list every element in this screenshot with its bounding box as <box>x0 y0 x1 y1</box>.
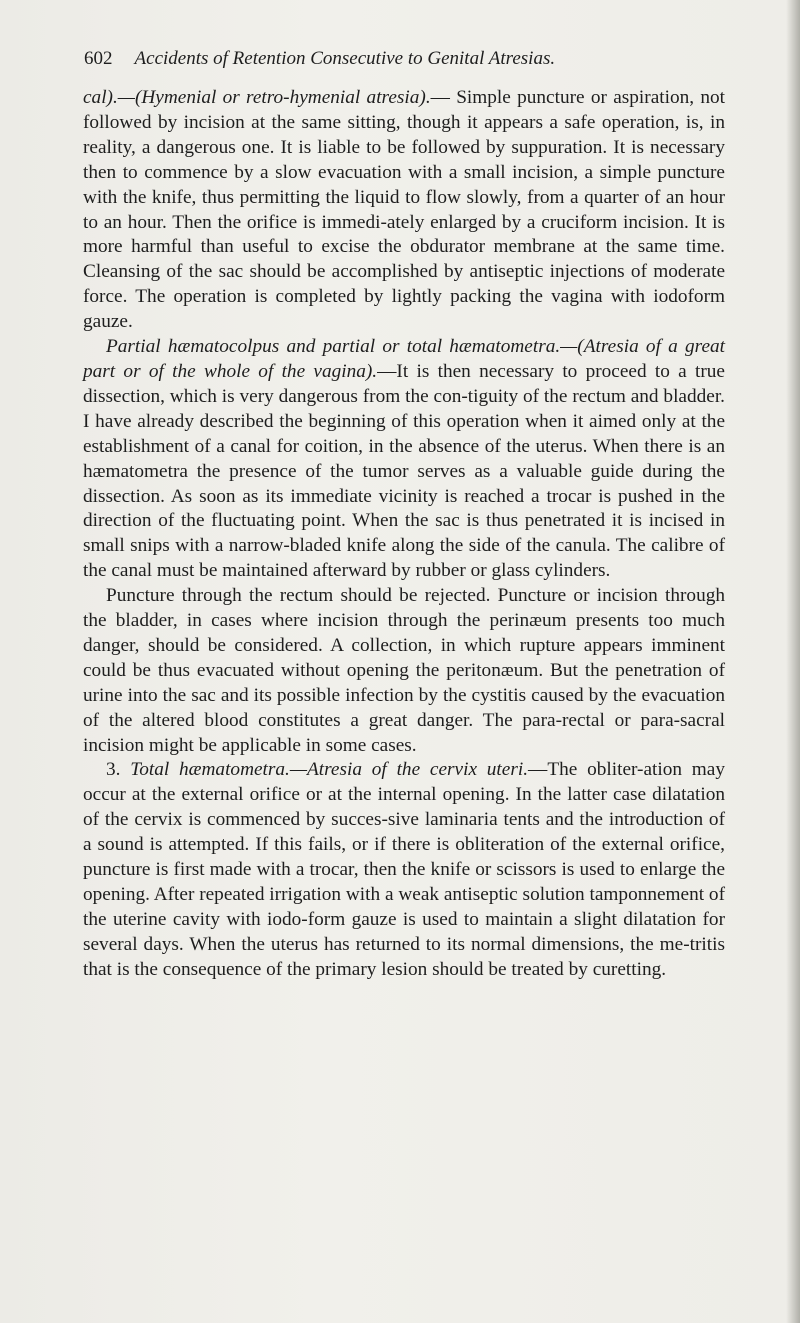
page-edge-shadow <box>786 0 800 1323</box>
paragraph-puncture-rectum <box>83 584 725 758</box>
paragraph-total-haematometra <box>83 758 725 982</box>
paragraph-text: —It is then necessary to proceed to a true dissection, which is very dangerous from the con-tiguity of the rectum and bladder. I have already described the beginning of this operation when it aimed only at the establishment of a canal for coition, in the absence of the uterus. When there is an hæmatometra the presence of the tumor serves as a valuable guide during the dissection. As soon as its immediate vicinity is reached a trocar is pushed in the direction of the fluctuating point. When the sac is thus penetrated it is incised in small snips with a narrow-bladed knife along the side of the canula. The calibre of the canal must be maintained afterward by rubber or glass cylinders. <box>83 360 725 582</box>
running-title: Accidents of Retention Consecutive to Genital Atresias. <box>134 48 556 69</box>
page-number: 602 <box>84 48 113 69</box>
paragraph-text: — Simple puncture or aspiration, not followed by incision at the same sitting, though it appears a safe operation, is, in reality, a dangerous one. It is liable to be followed by suppuration. It is necessary then to commence by a slow evacuation with a small incision, a simple puncture with the knife, thus permitting the liquid to flow slowly, from a quarter of an hour to an hour. Then the orifice is immedi-ately enlarged by a cruciform incision. It is more harmful than useful to excise the obdurator membrane at the same time. Cleansing of the sac should be accomplished by antiseptic injections of moderate force. The operation is completed by lightly packing the vagina with iodoform gauze. <box>83 87 725 333</box>
running-header <box>84 44 724 72</box>
body-text <box>83 86 725 983</box>
paragraph-heading-italic: Partial hæmatocolpus and partial or total hæmatometra.—(Atresia of a great part or of the whole of the vagina). <box>83 336 725 382</box>
paragraph-text: —The obliter-ation may occur at the external orifice or at the internal opening. In the latter case dilatation of the cervix is commenced by succes-sive laminaria tents and the introduction of a sound is attempted. If this fails, or if there is obliteration of the external orifice, puncture is first made with a trocar, then the knife or scissors is used to enlarge the opening. After repeated irrigation with a weak antiseptic solution tamponnement of the uterine cavity with iodo-form gauze is used to maintain a slight dilatation for several days. When the uterus has returned to its normal dimensions, the me-tritis that is the consequence of the primary lesion should be treated by curetting. <box>83 759 725 980</box>
paragraph-heading-italic: Total hæmatometra.—Atresia of the cervix uteri. <box>130 759 529 781</box>
paragraph-partial-haematocolpus <box>83 335 725 584</box>
paragraph-hymenial-atresia <box>83 86 725 335</box>
paragraph-text: Puncture through the rectum should be rejected. Puncture or incision through the bladder, in cases where incision through the perinæum presents too much danger, should be considered. A collection, in which rupture appears imminent could be thus evacuated without opening the peritonæum. But the penetration of urine into the sac and its possible infection by the cystitis caused by the evacuation of the altered blood constitutes a great danger. The para-rectal or para-sacral incision might be applicable in some cases. <box>83 585 725 756</box>
section-number: 3. <box>106 759 121 781</box>
paragraph-heading-italic: cal).—(Hymenial or retro-hymenial atresia). <box>83 87 431 108</box>
